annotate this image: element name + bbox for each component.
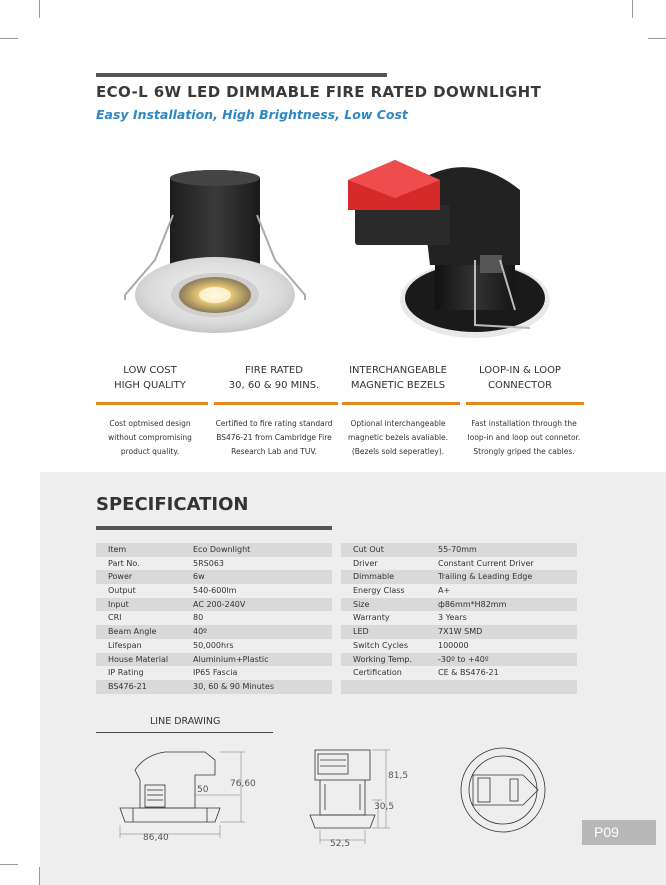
feature-heading-loop-connector bbox=[464, 363, 576, 393]
spec-row bbox=[341, 611, 577, 625]
spec-value: 100000 bbox=[438, 640, 469, 650]
dim-side-height: 76,60 bbox=[230, 779, 256, 789]
line-drawing-title: LINE DRAWING bbox=[150, 716, 221, 727]
spec-row bbox=[96, 557, 332, 571]
feature-heading-low-cost bbox=[94, 363, 206, 393]
spec-key: BS476-21 bbox=[108, 681, 147, 691]
spec-key: Driver bbox=[353, 558, 378, 568]
feature-desc-bezels bbox=[336, 417, 460, 459]
spec-value: Trailing & Leading Edge bbox=[438, 572, 533, 582]
spec-value: Constant Current Driver bbox=[438, 558, 534, 568]
spec-key: Beam Angle bbox=[108, 627, 157, 637]
feature-desc-line: Optional interchangeable bbox=[350, 419, 446, 428]
spec-table-right bbox=[341, 543, 577, 694]
crop-mark bbox=[39, 0, 40, 18]
spec-value: 30, 60 & 90 Minutes bbox=[193, 681, 274, 691]
spec-row bbox=[96, 639, 332, 653]
feature-heading-line: MAGNETIC BEZELS bbox=[350, 380, 446, 391]
spec-row bbox=[96, 653, 332, 667]
spec-row bbox=[341, 639, 577, 653]
spec-value: IP65 Fascia bbox=[193, 668, 238, 678]
dim-front-height: 81,5 bbox=[388, 771, 409, 781]
spec-row bbox=[341, 666, 577, 680]
spec-row bbox=[96, 680, 332, 694]
feature-divider bbox=[214, 402, 338, 405]
feature-heading-line: CONNECTOR bbox=[487, 380, 553, 391]
spec-key: Energy Class bbox=[353, 586, 405, 596]
specification-title: SPECIFICATION bbox=[96, 494, 249, 515]
feature-heading-line: 30, 60 & 90 MINS. bbox=[228, 380, 320, 391]
spec-key: Output bbox=[108, 586, 136, 596]
feature-desc-line: Research Lab and TUV. bbox=[231, 447, 317, 456]
spec-key: IP Rating bbox=[108, 668, 144, 678]
crop-mark bbox=[0, 38, 18, 39]
spec-value: 6w bbox=[193, 572, 205, 582]
line-drawing-rule bbox=[96, 732, 273, 733]
spec-value: Eco Downlight bbox=[193, 545, 251, 554]
feature-desc-line: Fast installation through the bbox=[471, 419, 577, 428]
spec-key: Working Temp. bbox=[353, 654, 413, 664]
spec-row bbox=[96, 584, 332, 598]
spec-row bbox=[341, 543, 577, 557]
spec-key: Item bbox=[108, 545, 127, 554]
spec-value: ф86mm*H82mm bbox=[438, 599, 507, 609]
spec-value bbox=[438, 680, 577, 694]
spec-row bbox=[341, 557, 577, 571]
dim-side-width: 86,40 bbox=[143, 833, 169, 843]
feature-heading-bezels bbox=[342, 363, 454, 393]
spec-key bbox=[341, 680, 438, 694]
spec-value: 3 Years bbox=[438, 613, 467, 623]
feature-desc-line: without compromising bbox=[108, 433, 192, 442]
feature-heading-line: INTERCHANGEABLE bbox=[349, 365, 447, 376]
spec-key: Size bbox=[353, 599, 370, 609]
spec-row bbox=[341, 680, 577, 694]
feature-heading-line: FIRE RATED bbox=[245, 365, 303, 376]
spec-value: Aluminium+Plastic bbox=[193, 654, 269, 664]
feature-desc-line: loop-in and loop out connetor. bbox=[467, 433, 581, 442]
feature-desc-line: BS476-21 from Cambridge Fire bbox=[216, 433, 332, 442]
feature-desc-line: Strongly griped the cables. bbox=[473, 447, 575, 456]
spec-key: Power bbox=[108, 572, 133, 582]
feature-desc-loop-connector bbox=[462, 417, 586, 459]
spec-row bbox=[96, 611, 332, 625]
product-photo-front bbox=[115, 160, 315, 345]
feature-heading-fire-rated bbox=[218, 363, 330, 393]
product-photo-rear bbox=[340, 150, 560, 345]
spec-value: 5RS063 bbox=[193, 558, 224, 568]
product-title: ECO-L 6W LED DIMMABLE FIRE RATED DOWNLIGHT bbox=[96, 83, 542, 101]
feature-desc-low-cost bbox=[88, 417, 212, 459]
crop-mark bbox=[648, 38, 666, 39]
spec-row bbox=[96, 598, 332, 612]
spec-key: Certification bbox=[353, 668, 402, 678]
feature-desc-line: (Bezels sold seperatley). bbox=[351, 447, 445, 456]
feature-heading-line: LOOP-IN & LOOP bbox=[479, 365, 561, 376]
feature-heading-line: HIGH QUALITY bbox=[114, 380, 186, 391]
feature-desc-line: Cost optmised design bbox=[109, 419, 191, 428]
feature-desc-line: Certified to fire rating standard bbox=[215, 419, 333, 428]
spec-value: 7X1W SMD bbox=[438, 627, 483, 637]
dim-front-width: 52,5 bbox=[330, 839, 351, 848]
feature-divider bbox=[342, 402, 460, 405]
spec-row bbox=[341, 653, 577, 667]
feature-desc-line: magnetic bezels avaliable. bbox=[347, 433, 449, 442]
spec-table-left bbox=[96, 543, 332, 694]
spec-value: 50,000hrs bbox=[193, 640, 234, 650]
spec-value: AC 200-240V bbox=[193, 599, 246, 609]
spec-key: Dimmable bbox=[353, 572, 395, 582]
spec-row bbox=[341, 598, 577, 612]
title-bar bbox=[96, 73, 387, 77]
spec-key: Part No. bbox=[108, 558, 140, 568]
side-view-drawing bbox=[95, 740, 270, 845]
spec-value: CE & BS476-21 bbox=[438, 668, 499, 678]
dim-side-depth: 50 bbox=[197, 785, 209, 795]
feature-divider bbox=[466, 402, 584, 405]
spec-key: House Material bbox=[108, 654, 169, 664]
spec-key: Warranty bbox=[353, 613, 390, 623]
specification-bar bbox=[96, 526, 332, 530]
product-subtitle: Easy Installation, High Brightness, Low Cost bbox=[96, 107, 408, 122]
spec-row bbox=[96, 666, 332, 680]
spec-key: Switch Cycles bbox=[353, 640, 409, 650]
spec-value: 55-70mm bbox=[438, 545, 477, 554]
crop-mark bbox=[0, 864, 18, 865]
dim-front-lower: 30,5 bbox=[374, 802, 395, 812]
feature-desc-line: product quality. bbox=[120, 447, 180, 456]
spec-key: Cut Out bbox=[353, 545, 384, 554]
feature-heading-line: LOW COST bbox=[123, 365, 177, 376]
top-view-drawing bbox=[448, 745, 558, 835]
spec-key: Lifespan bbox=[108, 640, 142, 650]
spec-row bbox=[341, 570, 577, 584]
page-number: P09 bbox=[582, 820, 656, 845]
spec-value: 80 bbox=[193, 613, 204, 623]
spec-key: LED bbox=[353, 627, 369, 637]
spec-key: Input bbox=[108, 599, 129, 609]
spec-key: CRI bbox=[108, 613, 122, 623]
front-view-drawing bbox=[290, 740, 420, 848]
spec-value: 40º bbox=[193, 627, 207, 637]
spec-row bbox=[341, 625, 577, 639]
spec-value: A+ bbox=[438, 586, 451, 596]
crop-mark bbox=[632, 0, 633, 18]
spec-value: 540-600lm bbox=[193, 586, 237, 596]
spec-row bbox=[96, 625, 332, 639]
spec-row bbox=[96, 543, 332, 557]
feature-desc-fire-rated bbox=[212, 417, 336, 459]
spec-value: -30º to +40º bbox=[438, 654, 489, 664]
spec-row bbox=[341, 584, 577, 598]
spec-row bbox=[96, 570, 332, 584]
feature-divider bbox=[96, 402, 208, 405]
